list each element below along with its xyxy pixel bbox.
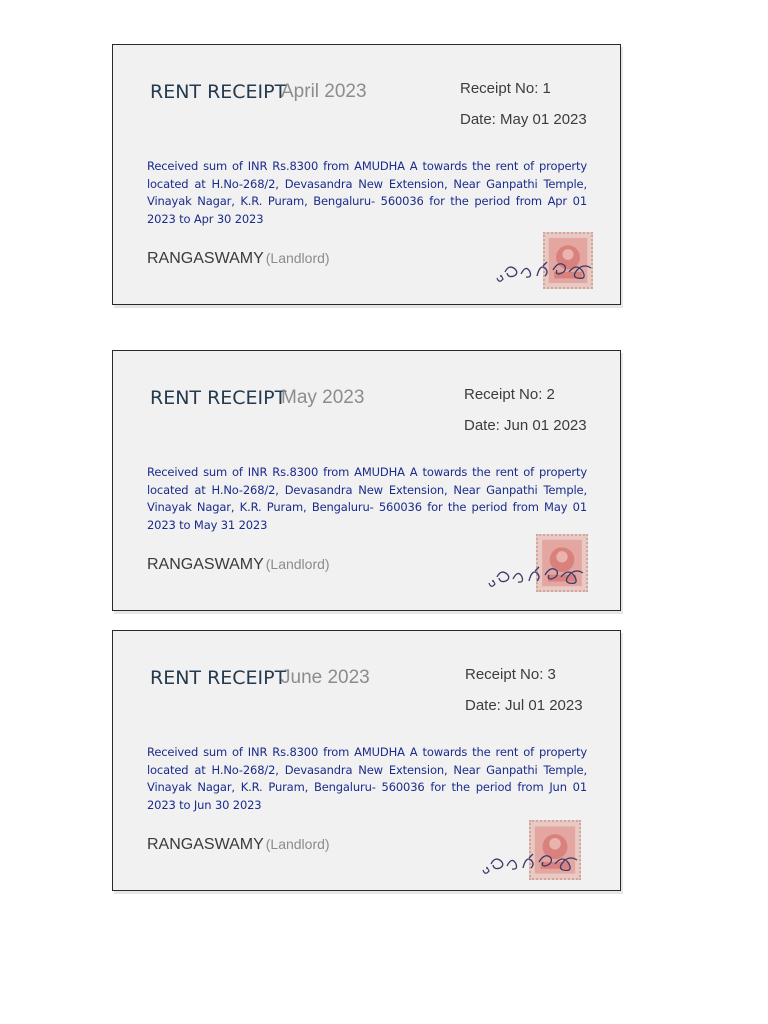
rent-receipt-2 bbox=[112, 350, 621, 611]
receipt-title: RENT RECEIPT bbox=[150, 387, 287, 409]
receipt-month: April 2023 bbox=[281, 81, 367, 102]
receipt-body: Received sum of INR Rs.8300 from AMUDHA A towards the rent of property located at H.No-268/2, Devasandra New Extension, Near Ganpathi Temple, Vinayak Nagar, K.R. Puram, Bengaluru- 560036 for the period from May 01 2023 to May 31 2023 bbox=[147, 465, 587, 532]
landlord-name: RANGASWAMY bbox=[147, 250, 264, 267]
landlord-role: (Landlord) bbox=[265, 836, 330, 852]
rent-receipt-3 bbox=[112, 630, 621, 891]
receipt-body: Received sum of INR Rs.8300 from AMUDHA A towards the rent of property located at H.No-268/2, Devasandra New Extension, Near Ganpathi Temple, Vinayak Nagar, K.R. Puram, Bengaluru- 560036 for the period from Jun 01 2023 to Jun 30 2023 bbox=[147, 745, 587, 812]
landlord bbox=[147, 836, 330, 854]
receipt-body: Received sum of INR Rs.8300 from AMUDHA A towards the rent of property located at H.No-268/2, Devasandra New Extension, Near Ganpathi Temple, Vinayak Nagar, K.R. Puram, Bengaluru- 560036 for the period from Apr 01 2023 to Apr 30 2023 bbox=[147, 159, 587, 226]
landlord-role: (Landlord) bbox=[265, 556, 330, 572]
landlord-name: RANGASWAMY bbox=[147, 836, 264, 853]
receipt-date: Date: Jul 01 2023 bbox=[465, 697, 583, 714]
landlord-role: (Landlord) bbox=[265, 250, 330, 266]
receipt-date: Date: May 01 2023 bbox=[460, 111, 587, 128]
receipt-number: Receipt No: 2 bbox=[464, 386, 555, 403]
landlord-name: RANGASWAMY bbox=[147, 556, 264, 573]
signature-icon bbox=[479, 840, 584, 878]
signature-icon bbox=[485, 553, 590, 591]
receipt-number: Receipt No: 1 bbox=[460, 80, 551, 97]
receipt-date: Date: Jun 01 2023 bbox=[464, 417, 587, 434]
signature-icon bbox=[493, 248, 598, 286]
rent-receipt-1 bbox=[112, 44, 621, 305]
receipt-number: Receipt No: 3 bbox=[465, 666, 556, 683]
landlord bbox=[147, 556, 330, 574]
receipt-title: RENT RECEIPT bbox=[150, 667, 287, 689]
receipt-month: May 2023 bbox=[281, 387, 365, 408]
receipt-month: June 2023 bbox=[281, 667, 370, 688]
receipt-title: RENT RECEIPT bbox=[150, 81, 287, 103]
landlord bbox=[147, 250, 330, 268]
